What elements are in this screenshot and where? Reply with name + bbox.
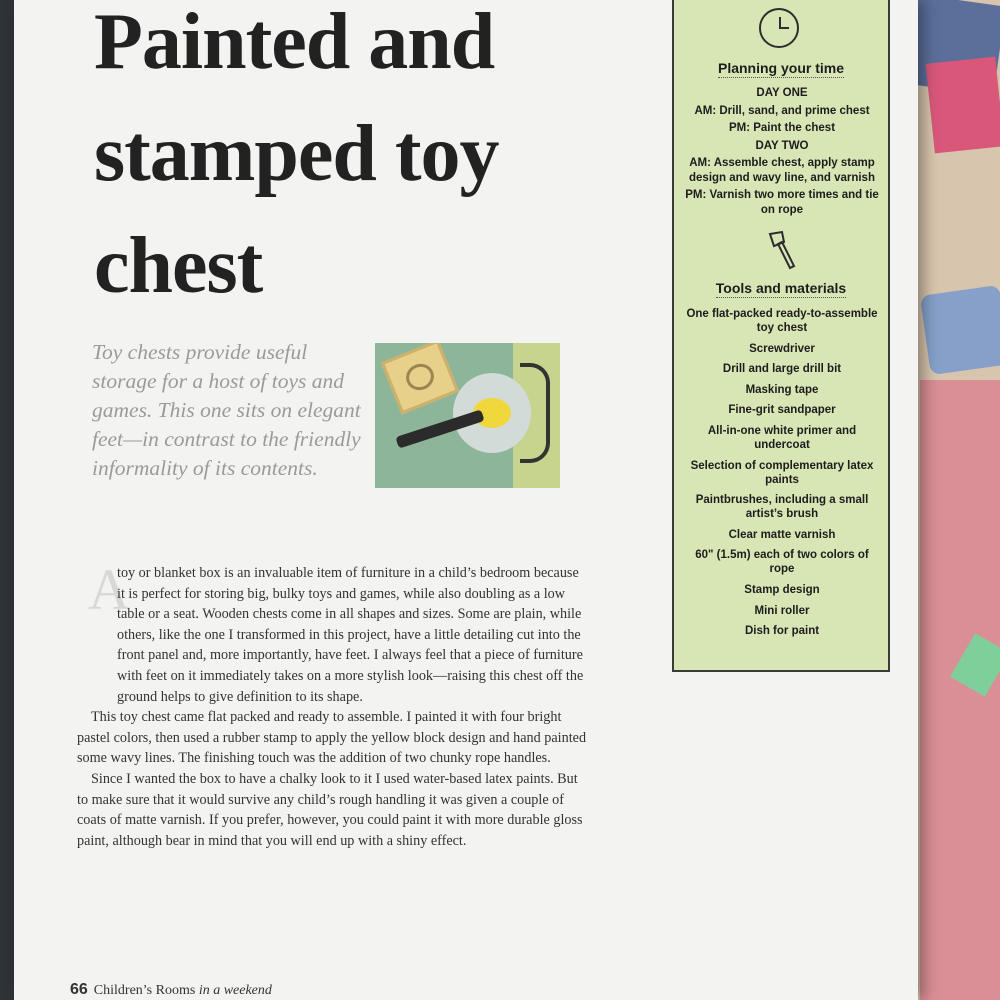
planning-item: DAY ONE (756, 87, 808, 99)
tools-item: Masking tape (745, 383, 819, 396)
planning-heading: Planning your time (717, 60, 844, 76)
tools-list (686, 307, 878, 645)
page-number: 66 (70, 981, 88, 998)
page-footer (70, 981, 272, 999)
planning-item: AM: Drill, sand, and prime chest (694, 104, 870, 117)
body-paragraph: toy or blanket box is an invaluable item of furniture in a child’s bedroom because it is perfect for storing big, bulky toys and games, while also doubling as a low table or a seat. Wooden chests come in all shapes and sizes. Some are plain, while others, like the one I transformed in this project, have a little detailing cut into the front panel and, more importantly, have feet. I always feel that a piece of furniture with feet on it immediately takes on a more stylish look—raising this chest off the ground helps to give definition to its shape. (117, 565, 584, 705)
paintbrush-icon (766, 230, 800, 270)
photo-tile (925, 57, 1000, 154)
body-paragraph: This toy chest came flat packed and ready to assemble. I painted it with four bright pastel colors, then used a rubber stamp to apply the yellow block design and hand painted some wavy lines. The finishing touch was the addition of two chunky rope handles. (77, 709, 587, 767)
tools-item: 60" (1.5m) each of two colors of rope (695, 549, 869, 576)
tools-item: Paintbrushes, including a small artist’s brush (695, 494, 869, 521)
planning-item: PM: Varnish two more times and tie on rope (685, 189, 879, 216)
tools-item: Screwdriver (749, 342, 815, 355)
book-title: Children’s Rooms (93, 983, 196, 998)
tools-item: All-in-one white primer and undercoat (707, 424, 857, 451)
intro-text: Toy chests provide useful storage for a host of toys and games. This one sits on elegant feet—in contrast to the friendly informality of its contents. (92, 340, 361, 480)
tools-heading: Tools and materials (715, 280, 847, 296)
tools-item: Mini roller (754, 604, 810, 617)
body-paragraph: Since I wanted the box to have a chalky look to it I used water-based latex paints. But to make sure that it would survive any child’s rough handling it was given a couple of coats of matte varnish. If you prefer, however, you could paint it with more durable gloss paint, although bear in mind that you will end up with a shiny effect. (77, 770, 583, 849)
planning-item: DAY TWO (755, 139, 809, 152)
tools-item: Dish for paint (744, 625, 820, 638)
photo-tile (920, 285, 1000, 375)
planning-item: PM: Paint the chest (728, 122, 836, 134)
clock-icon (759, 8, 799, 48)
project-photo (375, 343, 560, 488)
drop-cap: A (88, 557, 130, 622)
sidebar-panel (672, 0, 890, 672)
planning-list (684, 86, 880, 220)
rope-handle (520, 363, 550, 463)
body-text (77, 563, 587, 851)
tools-item: Fine-grit sandpaper (728, 404, 836, 417)
tools-item: Selection of complementary latex paints (690, 459, 874, 486)
stamp-block (381, 343, 459, 415)
tools-item: One flat-packed ready-to-assemble toy chest (686, 308, 878, 334)
planning-item: AM: Assemble chest, apply stamp design and wavy line, and varnish (689, 157, 875, 184)
tools-item: Drill and large drill bit (722, 363, 842, 376)
page-title: Painted and stamped toy chest (94, 0, 499, 310)
tools-item: Clear matte varnish (728, 528, 836, 541)
tools-item: Stamp design (744, 583, 820, 596)
book-page (14, 0, 918, 1000)
book-subtitle: in a weekend (198, 983, 272, 998)
